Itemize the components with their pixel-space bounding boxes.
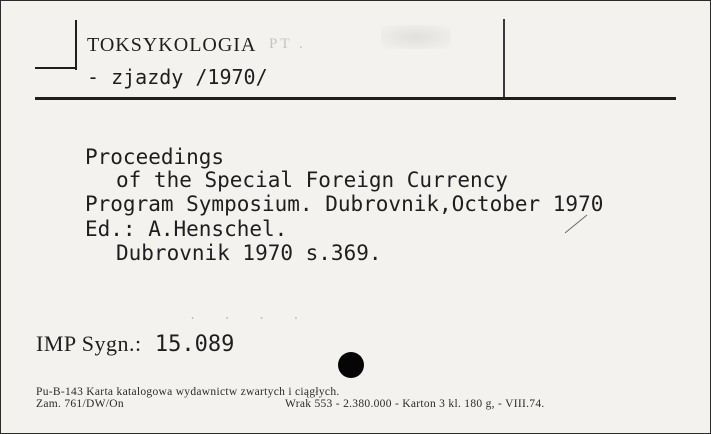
footer-line-1: Pu-B-143 Karta katalogowa wydawnictw zwartych i ciągłych. <box>36 386 340 398</box>
footer-order-number: Zam. 761/DW/On <box>36 398 124 410</box>
short-horizontal-rule <box>35 67 77 69</box>
subject-heading: TOKSYKOLOGIA <box>87 34 257 56</box>
entry-line-4: Ed.: A.Henschel. <box>85 217 288 241</box>
entry-line-3: Program Symposium. Dubrovnik,October 1970 <box>85 192 604 216</box>
call-number-value: 15.089 <box>154 332 235 357</box>
left-vertical-rule <box>75 20 77 70</box>
entry-line-2: of the Special Foreign Currency <box>116 168 508 192</box>
faint-dots: . . . . <box>189 308 310 322</box>
call-number-label: IMP Sygn.: <box>36 331 142 356</box>
punch-hole <box>338 352 364 378</box>
call-number <box>36 331 234 357</box>
right-vertical-rule <box>503 19 505 99</box>
pen-mark <box>563 213 589 235</box>
entry-line-1: Proceedings <box>85 145 225 169</box>
subject-smudge: PT . <box>269 36 306 52</box>
subject-subheading: - zjazdy /1970/ <box>87 65 268 89</box>
header-divider-rule <box>35 97 676 100</box>
footer-print-info: Wrak 553 - 2.380.000 - Karton 3 kl. 180 g, - VIII.74. <box>285 398 545 410</box>
entry-line-5: Dubrovnik 1970 s.369. <box>116 241 382 265</box>
